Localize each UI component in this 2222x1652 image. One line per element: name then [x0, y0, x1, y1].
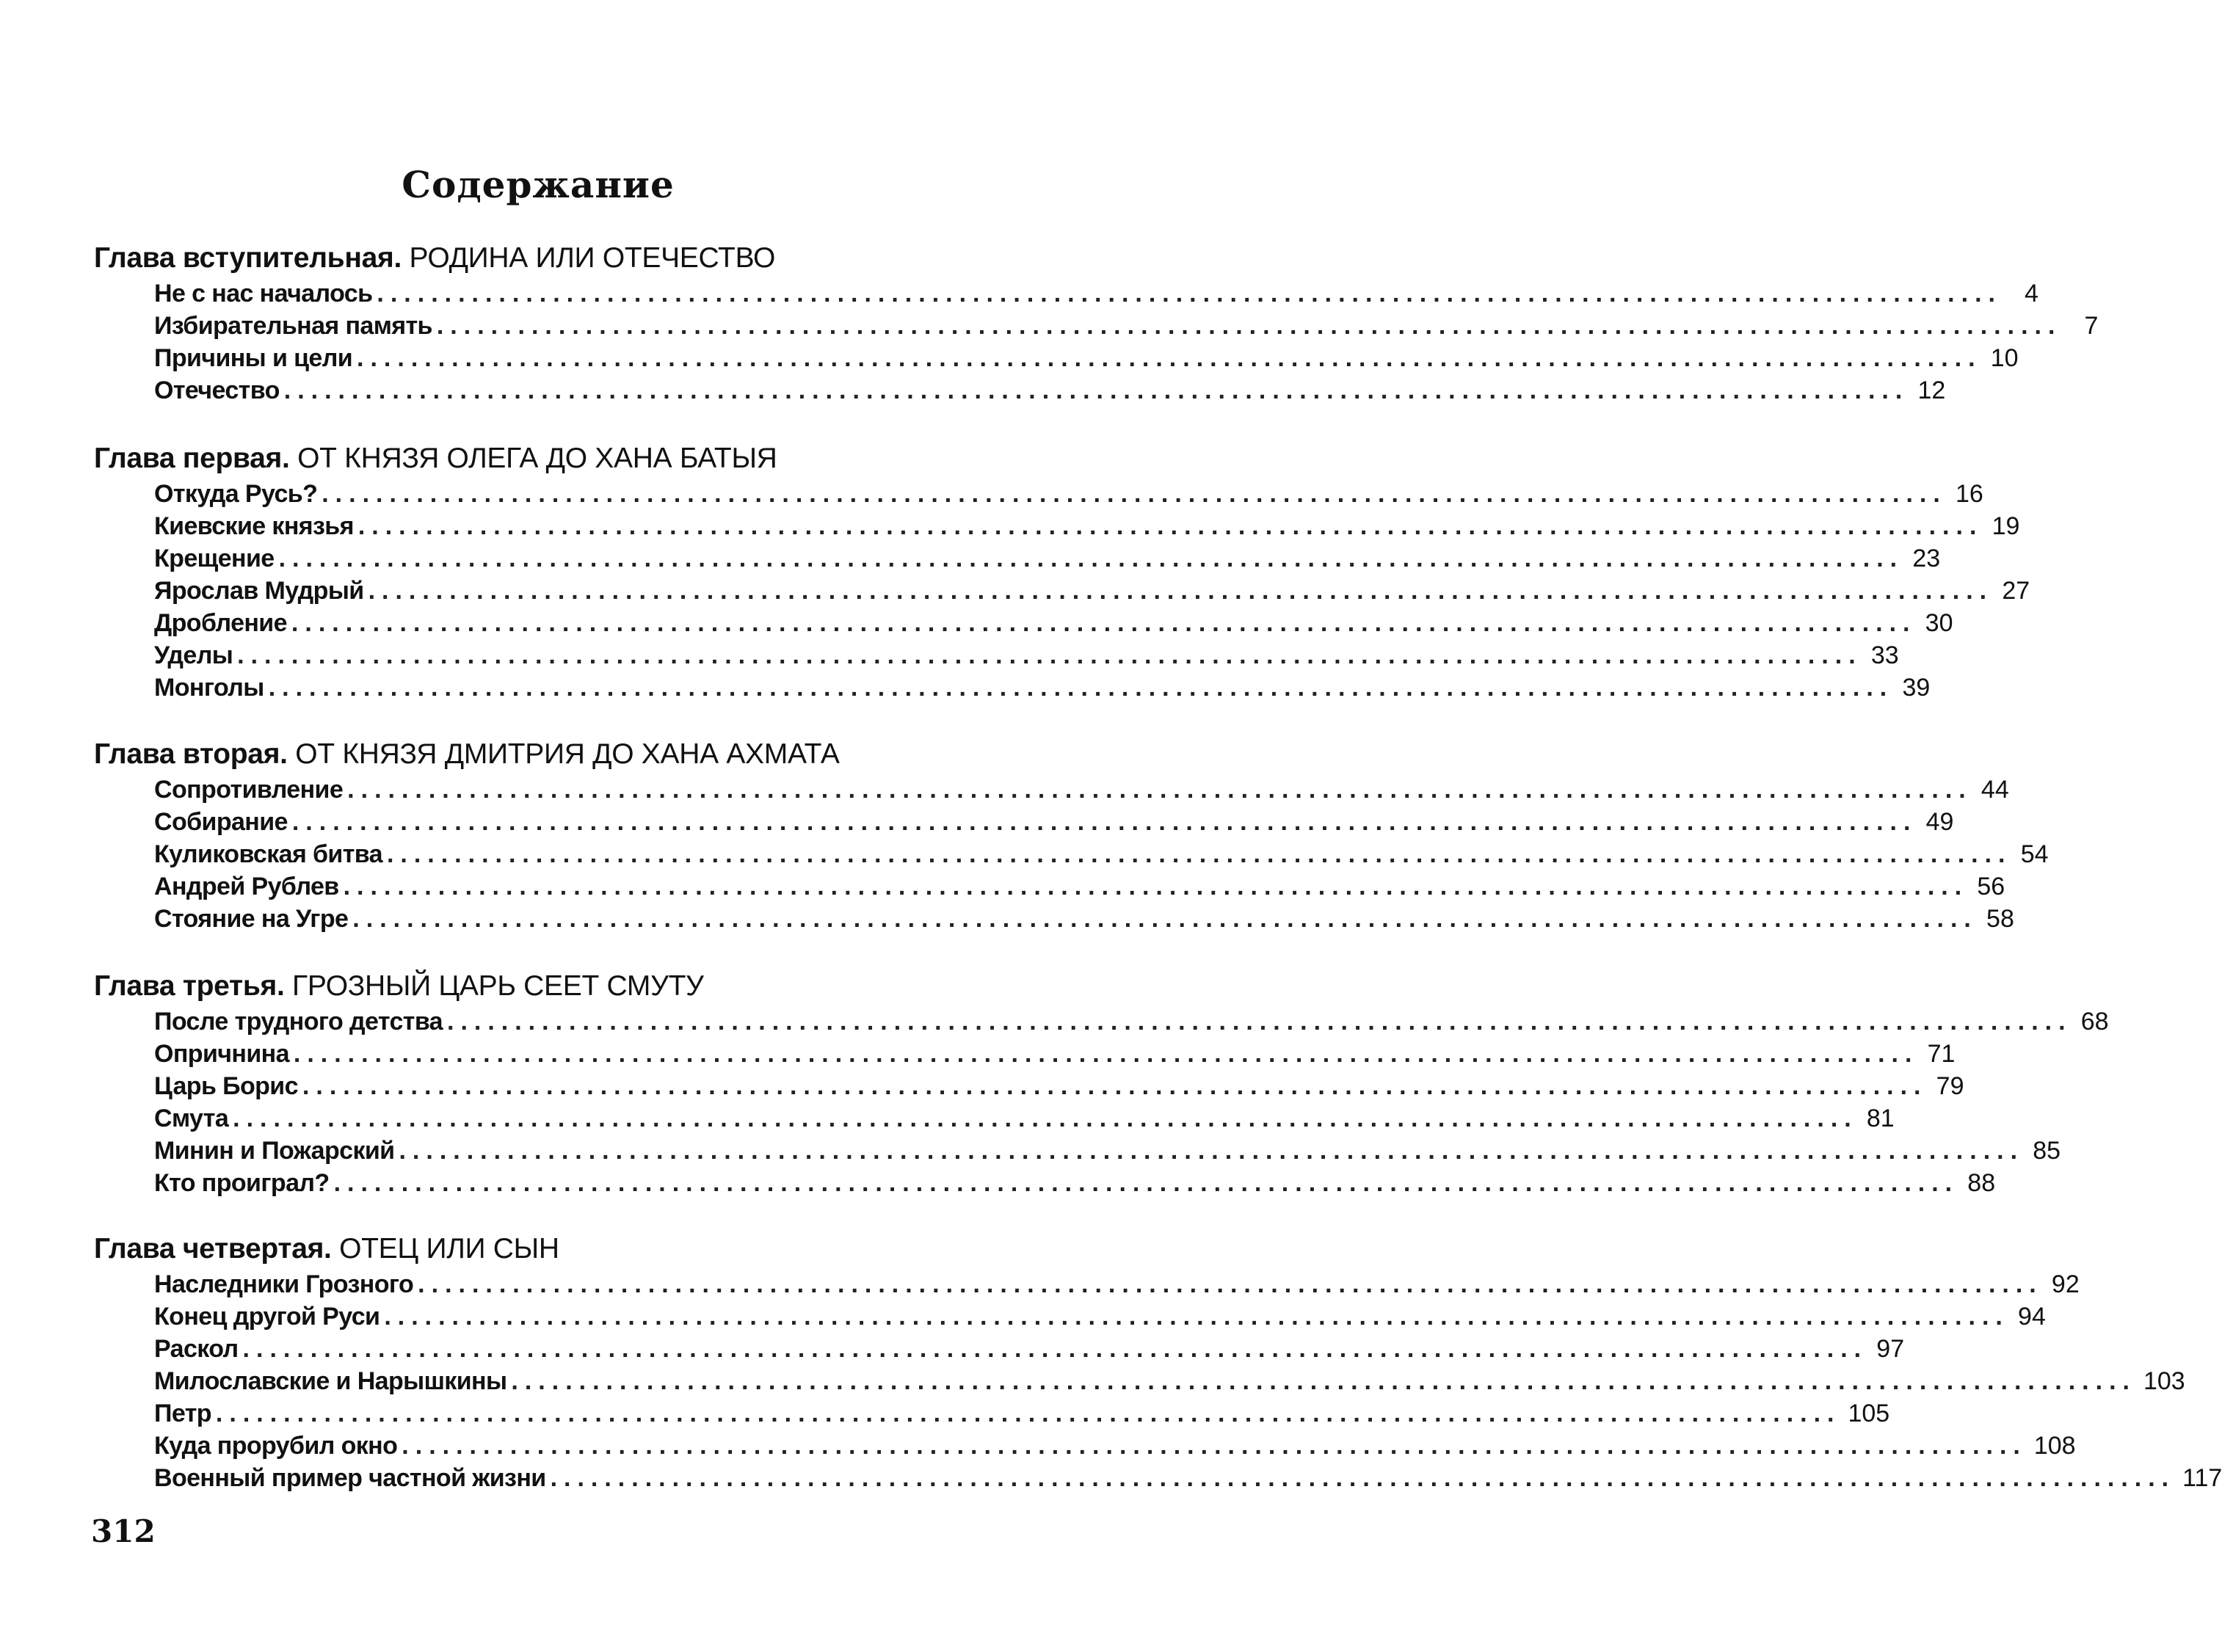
toc-entry-page: 79: [1936, 1072, 1964, 1100]
toc-entry-title: После трудного детства: [154, 1008, 443, 1036]
toc-entry[interactable]: [154, 1268, 2080, 1300]
chapter-heading: [94, 440, 990, 478]
dot-leader: ........................................................................................................................: [291, 609, 1917, 637]
toc-entry-page: 103: [2143, 1367, 2185, 1395]
toc-entry[interactable]: [154, 1430, 2076, 1462]
dot-leader: ........................................................................................................................: [347, 776, 1972, 804]
toc-entry-title: Куда прорубил окно: [154, 1432, 398, 1460]
dot-leader: ........................................................................................................................: [215, 1400, 1841, 1427]
toc-entry[interactable]: [154, 838, 2049, 870]
toc-entry-page: 71: [1927, 1040, 1956, 1068]
toc-entry-page: 117: [2182, 1464, 2222, 1492]
chapter-name: ОТ КНЯЗЯ ОЛЕГА ДО ХАНА БАТЫЯ: [297, 443, 777, 474]
toc-entry[interactable]: [154, 310, 2099, 342]
toc-entry-page: 12: [1917, 376, 1946, 404]
chapter-section: [94, 239, 2099, 407]
chapter-prefix: Глава вступительная.: [94, 242, 402, 274]
dot-leader: ........................................................................................................................: [399, 1137, 2025, 1165]
toc-entry-title: Причины и цели: [154, 344, 353, 372]
toc-entry-title: Царь Борис: [154, 1072, 298, 1100]
toc-entry-page: 10: [1990, 344, 2019, 372]
dot-leader: ........................................................................................................................: [352, 905, 1978, 933]
toc-entry[interactable]: [154, 806, 1954, 838]
chapter-heading: [94, 967, 990, 1005]
toc-entry-title: Ярослав Мудрый: [154, 577, 364, 605]
toc-entry[interactable]: [154, 672, 1931, 704]
toc-entry[interactable]: [154, 510, 2020, 542]
toc-entry-page: 33: [1870, 641, 1899, 669]
chapter-name: РОДИНА ИЛИ ОТЕЧЕСТВО: [409, 242, 776, 274]
toc-entry[interactable]: [154, 1333, 1905, 1365]
toc-entry[interactable]: [154, 1038, 1956, 1070]
toc-entry-title: Милославские и Нарышкины: [154, 1367, 507, 1395]
dot-leader: ........................................................................................................................: [402, 1432, 2027, 1460]
chapter-section: [94, 735, 2049, 935]
toc-entry-page: 54: [2020, 840, 2049, 868]
toc-entry-page: 105: [1848, 1400, 1890, 1427]
chapter-prefix: Глава четвертая.: [94, 1233, 332, 1265]
toc-entry[interactable]: [154, 903, 2014, 935]
dot-leader: ........................................................................................................................: [377, 280, 2002, 308]
dot-leader: ........................................................................................................................: [322, 480, 1947, 508]
page-number: 312: [91, 1513, 156, 1549]
chapter-heading: [94, 1230, 990, 1268]
toc-entry-title: Монголы: [154, 674, 264, 702]
dot-leader: ........................................................................................................................: [237, 641, 1862, 669]
toc-entry-page: 19: [1992, 512, 2020, 540]
dot-leader: ........................................................................................................................: [511, 1367, 2136, 1395]
toc-entry-title: Не с нас началось: [154, 280, 373, 308]
dot-leader: ........................................................................................................................: [302, 1072, 1928, 1100]
toc-entry-title: Уделы: [154, 641, 233, 669]
toc-entry[interactable]: [154, 774, 2009, 806]
dot-leader: ........................................................................................................................: [293, 1040, 1919, 1068]
toc-entry[interactable]: [154, 1167, 1996, 1199]
toc-entry-page: 27: [2002, 577, 2030, 605]
dot-leader: ........................................................................................................................: [384, 1303, 2009, 1331]
toc-entry-title: Минин и Пожарский: [154, 1137, 395, 1165]
chapter-section: [94, 967, 2109, 1199]
toc-entry-page: 30: [1925, 609, 1953, 637]
chapter-prefix: Глава третья.: [94, 970, 285, 1002]
toc-entry-page: 85: [2033, 1137, 2061, 1165]
toc-entry-title: Сопротивление: [154, 776, 344, 804]
toc-entry[interactable]: [154, 575, 2030, 607]
toc-entry-title: Петр: [154, 1400, 211, 1427]
toc-entry-page: 49: [1925, 808, 1954, 836]
toc-entry-page: 39: [1902, 674, 1931, 702]
toc-entry-title: Опричнина: [154, 1040, 289, 1068]
toc-entry-title: Стояние на Угре: [154, 905, 349, 933]
toc-entry-title: Кто проиграл?: [154, 1169, 330, 1197]
toc-entry-page: 81: [1866, 1105, 1895, 1132]
chapter-section: [94, 1230, 2222, 1494]
toc-entry[interactable]: [154, 1462, 2222, 1494]
toc-entry[interactable]: [154, 1300, 2046, 1333]
chapter-heading: [94, 735, 990, 774]
toc-entry[interactable]: [154, 542, 1941, 575]
dot-leader: ........................................................................................................................: [242, 1335, 1868, 1363]
toc-entry-page: 97: [1876, 1335, 1905, 1363]
toc-entry-page: 68: [2080, 1008, 2109, 1036]
toc-entry[interactable]: [154, 1102, 1895, 1135]
toc-entry-title: Конец другой Руси: [154, 1303, 380, 1331]
dot-leader: ........................................................................................................................: [418, 1270, 2043, 1298]
chapter-name: ОТЕЦ ИЛИ СЫН: [339, 1233, 559, 1265]
toc-entry[interactable]: [154, 607, 1953, 639]
toc-entry[interactable]: [154, 870, 2005, 903]
toc-entry-title: Собирание: [154, 808, 288, 836]
toc-entry-title: Дробление: [154, 609, 287, 637]
toc-entry[interactable]: [154, 639, 1899, 672]
toc-entry[interactable]: [154, 478, 1983, 510]
toc-entry-page: 108: [2033, 1432, 2076, 1460]
toc-entry-title: Наследники Грозного: [154, 1270, 414, 1298]
dot-leader: ........................................................................................................................: [386, 840, 2012, 868]
dot-leader: ........................................................................................................................: [368, 577, 1994, 605]
toc-entry[interactable]: [154, 1135, 2061, 1167]
toc-entry-page: 16: [1955, 480, 1983, 508]
toc-entry[interactable]: [154, 374, 1946, 407]
toc-entry-title: Избирательная память: [154, 312, 432, 340]
toc-entry-title: Крещение: [154, 545, 275, 572]
toc-entry-page: 88: [1967, 1169, 1996, 1197]
chapter-section: [94, 440, 2030, 704]
dot-leader: ........................................................................................................................: [233, 1105, 1858, 1132]
toc-entry-title: Отечество: [154, 376, 280, 404]
page-title: Содержание: [402, 163, 675, 206]
toc-entry-page: 58: [1986, 905, 2014, 933]
toc-entry[interactable]: [154, 277, 2038, 310]
toc-entry-title: Раскол: [154, 1335, 239, 1363]
dot-leader: ........................................................................................................................: [283, 376, 1909, 404]
toc-entry-page: 94: [2018, 1303, 2046, 1331]
toc-entry-title: Киевские князья: [154, 512, 354, 540]
toc-entry-title: Откуда Русь?: [154, 480, 318, 508]
toc-entry-page: 44: [1980, 776, 2009, 804]
dot-leader: ........................................................................................................................: [357, 344, 1982, 372]
dot-leader: ........................................................................................................................: [343, 873, 1969, 900]
toc-entry[interactable]: [154, 1070, 1964, 1102]
toc-entry-title: Смута: [154, 1105, 229, 1132]
dot-leader: ........................................................................................................................: [447, 1008, 2072, 1036]
toc-entry[interactable]: [154, 342, 2019, 374]
toc-entry-title: Андрей Рублев: [154, 873, 339, 900]
dot-leader: ........................................................................................................................: [550, 1464, 2176, 1492]
chapter-name: ГРОЗНЫЙ ЦАРЬ СЕЕТ СМУТУ: [292, 970, 704, 1002]
chapter-heading: [94, 239, 990, 277]
dot-leader: ........................................................................................................................: [268, 674, 1894, 702]
toc-entry-page: 7: [2084, 312, 2099, 340]
dot-leader: ........................................................................................................................: [436, 312, 2062, 340]
dot-leader: ........................................................................................................................: [333, 1169, 1959, 1197]
toc-entry-title: Куликовская битва: [154, 840, 382, 868]
toc-entry-page: 56: [1977, 873, 2005, 900]
chapter-prefix: Глава первая.: [94, 443, 290, 474]
chapter-name: ОТ КНЯЗЯ ДМИТРИЯ ДО ХАНА АХМАТА: [295, 738, 840, 770]
dot-leader: ........................................................................................................................: [278, 545, 1904, 572]
toc-entry[interactable]: [154, 1365, 2185, 1397]
toc-entry[interactable]: [154, 1005, 2109, 1038]
chapter-prefix: Глава вторая.: [94, 738, 288, 770]
toc-entry-page: 23: [1912, 545, 1941, 572]
toc-entry[interactable]: [154, 1397, 1890, 1430]
dot-leader: ........................................................................................................................: [291, 808, 1917, 836]
toc-entry-page: 92: [2051, 1270, 2080, 1298]
toc-entry-page: 4: [2025, 280, 2038, 308]
dot-leader: ........................................................................................................................: [357, 512, 1983, 540]
toc-entry-title: Военный пример частной жизни: [154, 1464, 546, 1492]
